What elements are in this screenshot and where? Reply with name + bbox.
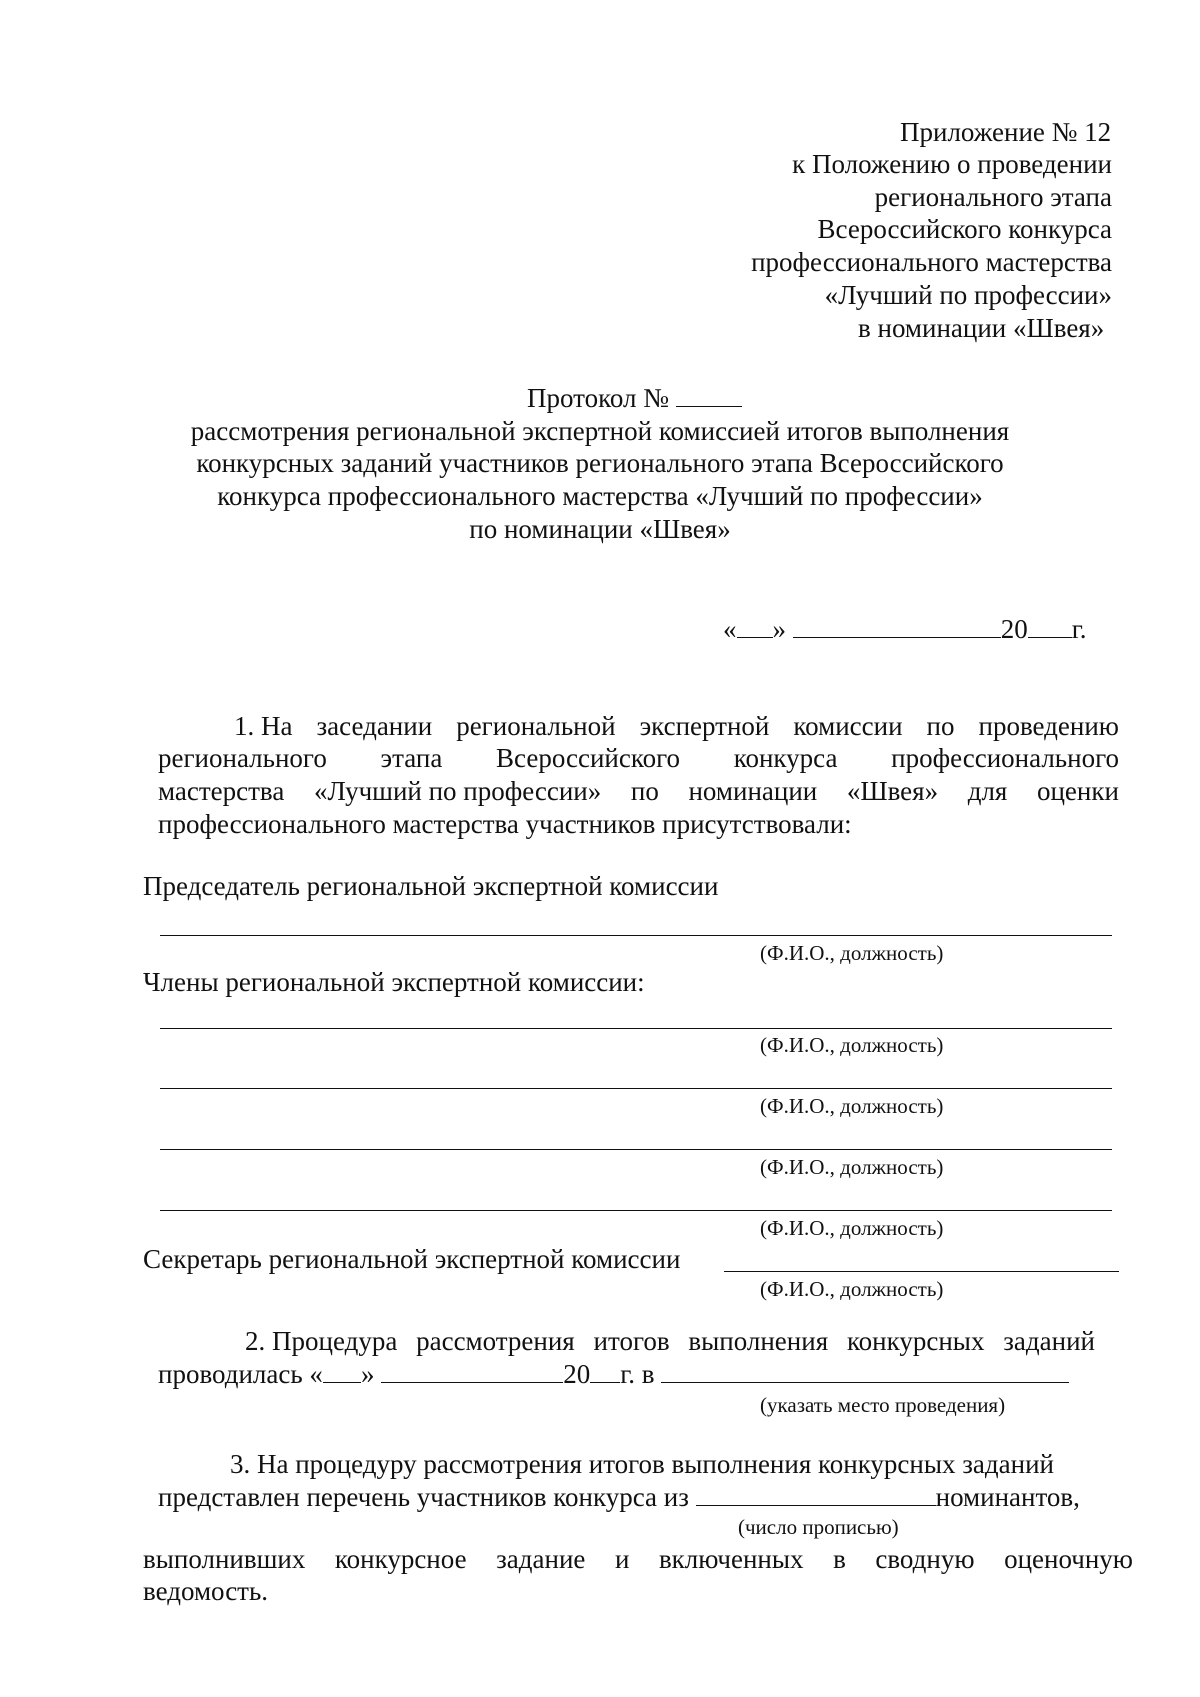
protocol-number-blank bbox=[676, 382, 742, 407]
venue-blank bbox=[661, 1358, 1069, 1383]
section3-line: представлен перечень участников конкурса из номинантов, bbox=[158, 1482, 1080, 1512]
day-blank bbox=[737, 613, 773, 638]
section3-line: 3. На процедуру рассмотрения итогов выполнения конкурсных заданий bbox=[230, 1449, 1054, 1479]
month-blank bbox=[381, 1358, 563, 1383]
month-blank bbox=[793, 613, 1001, 638]
appendix-line: профессионального мастерства bbox=[751, 247, 1112, 277]
section2-line: 2. Процедура рассмотрения итогов выполнения конкурсных заданий bbox=[245, 1326, 1095, 1356]
appendix-line: к Положению о проведении bbox=[792, 149, 1112, 179]
day-blank bbox=[323, 1358, 361, 1383]
section1-line: мастерства «Лучший по профессии» по номинации «Швея» для оценки bbox=[158, 776, 1119, 806]
count-caption: (число прописью) bbox=[738, 1515, 899, 1539]
protocol-title: Протокол № bbox=[527, 382, 742, 414]
protocol-subtitle-line: конкурса профессионального мастерства «Лучший по профессии» bbox=[217, 481, 983, 511]
chairman-signature-line bbox=[160, 935, 1112, 936]
fio-caption: (Ф.И.О., должность) bbox=[760, 941, 944, 965]
fio-caption: (Ф.И.О., должность) bbox=[760, 1033, 944, 1057]
date-line: « » 20 г. bbox=[723, 614, 1087, 644]
secretary-signature-line bbox=[724, 1271, 1119, 1272]
fio-caption: (Ф.И.О., должность) bbox=[760, 1155, 944, 1179]
protocol-subtitle-line: рассмотрения региональной экспертной комиссией итогов выполнения bbox=[190, 416, 1010, 446]
fio-caption: (Ф.И.О., должность) bbox=[760, 1277, 944, 1301]
protocol-subtitle-line: по номинации «Швея» bbox=[469, 514, 731, 544]
appendix-line: регионального этапа bbox=[874, 182, 1112, 212]
member-signature-line bbox=[160, 1210, 1112, 1211]
fio-caption: (Ф.И.О., должность) bbox=[760, 1216, 944, 1240]
members-label: Члены региональной экспертной комиссии: bbox=[143, 967, 645, 997]
section1-line: 1. На заседании региональной экспертной комиссии по проведению bbox=[234, 711, 1119, 741]
section2-line: проводилась « » 20 г. в bbox=[158, 1358, 1069, 1390]
fio-caption: (Ф.И.О., должность) bbox=[760, 1094, 944, 1118]
section3-line: ведомость. bbox=[143, 1576, 269, 1606]
year-blank bbox=[1028, 613, 1072, 638]
member-signature-line bbox=[160, 1088, 1112, 1089]
venue-caption: (указать место проведения) bbox=[760, 1393, 1006, 1417]
protocol-subtitle-line: конкурсных заданий участников регионального этапа Всероссийского bbox=[196, 448, 1004, 478]
section3-line: выполнивших конкурсное задание и включенных в сводную оценочную bbox=[143, 1544, 1133, 1574]
year-blank bbox=[590, 1358, 620, 1383]
count-blank bbox=[696, 1481, 936, 1506]
secretary-label: Секретарь региональной экспертной комиссии bbox=[143, 1244, 681, 1274]
section1-line: регионального этапа Всероссийского конкурса профессионального bbox=[158, 743, 1119, 773]
appendix-line: Всероссийского конкурса bbox=[817, 214, 1112, 244]
appendix-line: в номинации «Швея» bbox=[858, 313, 1105, 343]
member-signature-line bbox=[160, 1028, 1112, 1029]
section1-line: профессионального мастерства участников присутствовали: bbox=[158, 809, 852, 839]
chairman-label: Председатель региональной экспертной комиссии bbox=[143, 871, 719, 901]
member-signature-line bbox=[160, 1149, 1112, 1150]
appendix-number: Приложение № 12 bbox=[900, 117, 1112, 147]
appendix-line: «Лучший по профессии» bbox=[824, 280, 1112, 310]
